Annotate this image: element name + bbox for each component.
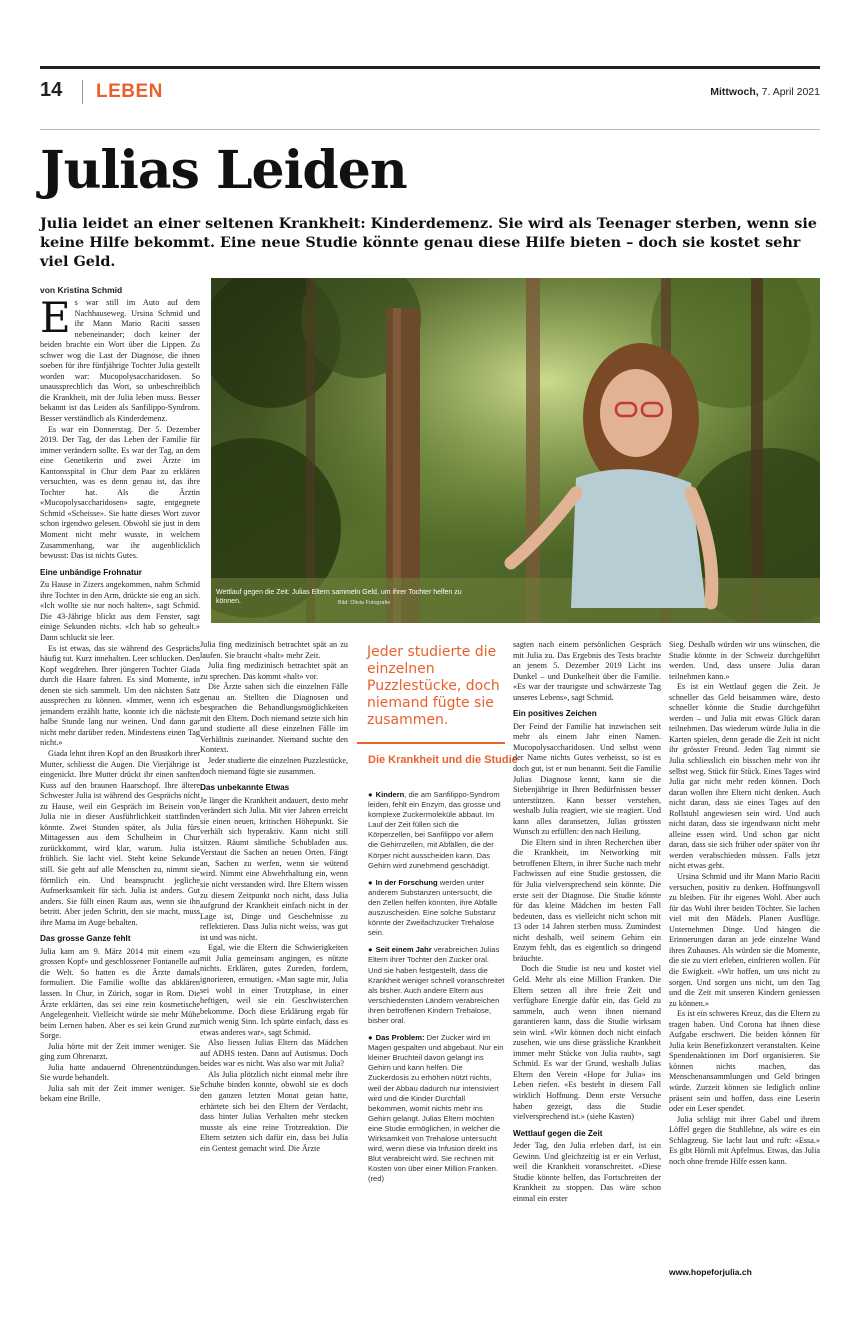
- paragraph: Doch die Studie ist neu und kostet viel Geld. Mehr als eine Million Franken. Die Eltern setzen all ihre freie Zeit und verfügbare Energie dafür ein, das Geld zu sammeln, auch wenn ihnen niemand garantieren kann, dass die Studie wirksam sein wird. «Wir können doch nicht einfach zusehen, wie uns diese grässliche Krankheit immer mehr Stücke von Julia raubt», sagt Schmid. Es war der Grund, weshalb Julias Eltern den Verein «Hope for Julia» ins Leben riefen. «Es besteht in diesem Fall wirklich Hoffnung. Denn erste Versuche haben gezeigt, dass die Studie vielversprechend ist.» (siehe Kasten): [513, 964, 661, 1122]
- paragraph: Es war ein Donnerstag. Der 5. Dezember 2019. Der Tag, der das Leben der Familie für immer verändern sollte. Es war der Tag, an dem eine Genetikerin und zwei Ärzte im Kantonsspital in Chur dem Paar zu erklären versuchten, was es denn genau ist, das ihre Tochter hat. Als die Ärztin «Mucopolysaccharidosen» sagte, entgegnete Schmid «Scheisse». Sie hatte dieses Wort zuvor schon irgendwo gelesen. Obwohl sie just in dem Moment nicht mehr wusste, in welchem Zusammenhang, war ihr augenblicklich bewusst: Das ist nichts Gutes.: [40, 424, 200, 561]
- section-separator: [82, 80, 83, 104]
- paragraph: Julia fing medizinisch betrachtet spät an zu laufen. Sie braucht «halt» mehr Zeit.: [200, 640, 348, 660]
- page-number: 14: [40, 79, 63, 101]
- section-label: LEBEN: [96, 81, 163, 102]
- paragraph: Der Feind der Familie hat inzwischen seit mehr als einem Jahr einen Namen. Mucopolysaccharidosen. Und selbst wenn der Name nichts Gutes verheisst, so ist es doch gut, ist er nun benannt. Seit die Familie Julias Diagnose kennt, kann sie die Siebenjährige in Ihren Bedürfnissen besser unterstützen. Kann besser verstehen, weshalb Julia reagiert, wie sie reagiert. Und kann alles daransetzen, Julias grössten Wunsch zu erfüllen: den nach Heilung.: [513, 721, 661, 837]
- article-column-5: [669, 640, 820, 1285]
- info-box-bullet: ● Das Problem:: [368, 1033, 425, 1042]
- article-column-4: [513, 640, 661, 1285]
- article-photo: [211, 278, 820, 623]
- photo-credit: Bild: Olivia Fotografie: [338, 600, 391, 606]
- subheading: Ein positives Zeichen: [513, 709, 597, 719]
- subheading: Das grosse Ganze fehlt: [40, 934, 131, 944]
- paragraph: Jeder Tag, den Julia erleben darf, ist ein Gewinn. Und gleichzeitig ist er ein Verlust, weil die Krankheit voranschreitet. «Diese Studie könnte helfen, das Fortschreiten der Krankheit zu stoppen. Das wäre schon einmal ein erster: [513, 1141, 661, 1203]
- paragraph: Ursina Schmid und ihr Mann Mario Raciti versuchen, positiv zu denken. Hoffnungsvoll zu bleiben. Für ihr eigenes Wohl. Aber auch für das Wohl ihrer beiden Töchter. Sie lachen viel mit den Mädels. Planen Ausflüge. Unternehmen Dinge. Und hängen die Erinnerungen daran an jede einzelne Wand ihres Zuhauses. Als würden sie die Momente, die sie zu viert erleben, einfrieren wollen. Für die Ewigkeit. «Wir hoffen, um uns nicht zu sorgen. Und sorgen uns nicht, um den Tag und die Zeit mit unseren Kindern geniessen zu können.»: [669, 872, 820, 1008]
- masthead-rule: [40, 66, 820, 69]
- paragraph: sagten nach einem persönlichen Gespräch mit Julia zu. Das Ergebnis des Tests brachte an jenem 5. Dezember 2019 Licht ins Dunkel – und Dunkelheit über die Familie. «Es war der traurigste und schwärzeste Tag unseres Lebens», sagt Schmid.: [513, 640, 661, 702]
- website-link[interactable]: www.hopeforjulia.ch: [669, 1267, 752, 1277]
- issue-weekday: Mittwoch,: [710, 86, 759, 98]
- paragraph: Es ist etwas, das sie während des Gesprächs häufig tut. Kurz innehalten. Leer schlucken. Den Kopf wegdrehen. Ihrer jüngeren Tochter Giada durch die Haare fahren. Es sind Momente, in denen sie sich sammelt. Um den nächsten Satz aussprechen zu können. «Immer, wenn ich es jemandem erzählt hatte, konnte ich die nächste halbe Stunde lang nur weinen. Und dann gar nicht mehr darüber reden. Mindestens einen Tag nicht.»: [40, 643, 200, 748]
- article-column-2: [200, 640, 348, 1285]
- info-box-item: [368, 790, 505, 871]
- pull-quote: Jeder studierte die einzelnen Puzzlestücke, doch niemand fügte sie zusammen.: [367, 644, 500, 728]
- paragraph: Es ist ein Wettlauf gegen die Zeit. Je schneller das Geld beisammen wäre, desto schneller könnte die Studie durchgeführt werden – und Julia mit etwas Glück daran teilnehmen. Das wiederum würde Julia in die Karten spielen, denn gerade die Zeit ist nicht ihr grösster Freund. Jeden Tag nimmt sie Julia schliesslich ein bisschen mehr von ihr selbst weg. Stück für Stück. Eines Tages wird Julia gar nicht mehr reden können. Doch daran wollen ihre Eltern nicht denken. Auch nicht daran, dass sie eines Tages auf den Rollstuhl angewiesen sein wird. Und auch nicht daran, dass sie irgendwann nicht mehr alleine essen wird. Und schon gar nicht daran, dass sie sich früher oder später von ihr werden verabschieden müssen. Falls jetzt nicht etwas geht.: [669, 682, 820, 871]
- paragraph: Sieg. Deshalb würden wir uns wünschen, die Studie könnte in der Schweiz durchgeführt werden. Und, dass unsere Julia daran teilnehmen kann.»: [669, 640, 820, 681]
- issue-date-text: 7. April 2021: [761, 86, 820, 98]
- opening-paragraph: [40, 298, 200, 425]
- subheading: Wettlauf gegen die Zeit: [513, 1128, 603, 1138]
- info-box-text: verabreichen Julias Eltern ihrer Tochter den Zucker oral. Und sie haben festgestellt, dass die Krankheit weniger schnell voranschreitet als bisher. Auch andere Eltern aus verschiedensten Ländern verabreichen ihren betroffenen Kindern Trehalose, bisher oral.: [368, 945, 505, 1025]
- lead-paragraph: Julia leidet an einer seltenen Krankheit: Kinderdemenz. Sie wird als Teenager sterben, wenn sie keine Hilfe bekommt. Eine neue Studie könnte genau diese Hilfe bieten – doch sie kostet sehr viel Geld.: [40, 215, 817, 270]
- paragraph: Je länger die Krankheit andauert, desto mehr verändert sich Julia. Mit vier Jahren erreicht sie einen neuen, kritischen Höhepunkt. Sie verhält sich hyperaktiv. Kann nicht still sitzen. Räumt sämtliche Schubladen aus. Verstaut die Sachen an neuen Orten. Fängt an, Sachen zu werfen, wenn sie wütend wird. Nimmt eine Abwehrhaltung ein, wenn sie nicht verstanden wird. Ihre Eltern wissen zu diesem Zeitpunkt noch nicht, dass Julia aufgrund der Krankheit einfach nicht in der Lage ist, Dinge und Geschehnisse zu reflektieren. Dass Julia nicht weiss, was gut ist und was nicht.: [200, 795, 348, 942]
- paragraph: Egal, wie die Eltern die Schwierigkeiten mit Julia gemeinsam angingen, es nützte nichts. Erklären, gutes Zureden, fordern, ignorieren, ermutigen. «Man sagte mir, Julia sei wohl in einer Trotzphase, in einer heftigen, weil sie ein Geschwisterchen bekomme. Doch diese Erklärung ergab für mich wenig Sinn. Ich spürte einfach, dass es etwas anderes war», sagt Schmid.: [200, 943, 348, 1037]
- info-box-rule: [357, 742, 505, 744]
- paragraph: Jeder studierte die einzelnen Puzzlestücke, doch niemand fügte sie zusammen.: [200, 756, 348, 776]
- paragraph: Julia kam am 9. März 2014 mit einem «zu grossen Kopf» und geschlossener Fontanelle auf die Welt. So hatten es die Ärzte damals formuliert. Die Familie wollte das abklären lassen. In Chur, in Zürich, sogar in Rom. Die Ärzte erklärten, das sei eine rein kosmetische Angelegenheit. Vielleicht würde sie mehr Mühe beim Lernen haben. Aber es sei kein Grund zur Sorge.: [40, 946, 200, 1041]
- paragraph: Die Eltern sind in ihren Recherchen über die Krankheit, im Networking mit betroffenen Eltern, in ihrer Suche nach mehr Fachwissen auf eine Studie gestossen, die für Julia vielversprechend sein könnte. Die erste seit der Diagnose. Die Studie könnte für das kleine Mädchen im besten Fall bedeuten, dass es vielleicht nicht schon mit 13 oder 14 Jahren sterben muss. Zumindest nicht deshalb, weil seinem Gehirn ein Enzym fehlt, das es eigentlich so dringend bräuchte.: [513, 837, 661, 963]
- headline: Julias Leiden: [40, 140, 407, 201]
- info-box-item: [368, 1033, 505, 1184]
- photo-caption: Wettlauf gegen die Zeit: Julias Eltern sammeln Geld, um ihrer Tochter helfen zu können.: [216, 589, 462, 605]
- info-box-item: [368, 945, 505, 1026]
- info-box: [368, 790, 505, 1285]
- paragraph: Als Julia plötzlich nicht einmal mehr ihre Schuhe binden konnte, obwohl sie es doch den ganzen letzten Monat getan hatte, erhärtete sich bei den Eltern der Verdacht, dass hinter Julias Verhalten mehr stecken musste als eine reine Trotzreaktion. Die Eltern setzten sich dafür ein, dass bei Julia ein Gentest gemacht wird. Die Ärzte: [200, 1069, 348, 1153]
- forest-photo-illustration: [211, 278, 820, 623]
- info-box-item: [368, 878, 505, 939]
- issue-date: [710, 86, 820, 98]
- author-byline: von Kristina Schmid: [40, 285, 123, 295]
- paragraph: Es ist ein schweres Kreuz, das die Eltern zu tragen haben. Und Corona hat ihnen diese Aufgabe erschwert. Die beiden können für Julia kein Benefizkonzert veranstalten. Keine Spendenaktionen im Dorf organisieren. Sie können nichts machen, das Menschenansammlungen und Geld bringen würde. Zurzeit können sie lediglich online präsent sein und hoffen, dass eine Leserin oder ein Leser spendet.: [669, 1009, 820, 1114]
- paragraph: Julia schlägt mit ihrer Gabel und ihrem Löffel gegen die Stuhllehne, als wäre es ein Schlagzeug. Sie lacht laut und ruft: «Essa.» Es gibt Hörnli mit Apfelmus. Etwas, das Julia noch ohne fremde Hilfe essen kann.: [669, 1114, 820, 1166]
- paragraph: Giada lehnt ihren Kopf an den Brustkorb ihrer Mutter, schliesst die Augen. Die Vierjährige ist eingenickt. Ihre Mutter drückt ihr einen sanften Kuss auf den braunen Haarschopf. Ihre ältere Schwester Julia ist während des Gesprächs nicht zu Hause, weil ein Gespräch im Beisein von Julia nie in dieser Ausführlichkeit stattfinden könnte. Zwei Stunden später, als Julia fürs Mittagessen aus dem Schulheim in Chur zurückkommt, wird klar, warum. Julia ist fröhlich. Sie lacht viel. Steht keine Sekunde still. Sie geht auf alle Menschen zu, nimmt sie förmlich ein. Und beansprucht jegliche Aufmerksamkeit für sich. Julia ist anders. Gut anders. Sie füllt einen Raum aus, wenn sie ihn betritt. Aber jeden Schritt, den sie macht, muss ihre Mama im Auge behalten.: [40, 748, 200, 927]
- article-column-1: [40, 298, 200, 1283]
- drop-cap: E: [40, 298, 71, 342]
- info-box-bullet: ● Seit einem Jahr: [368, 945, 432, 954]
- info-box-bullet: ● Kindern: [368, 790, 404, 799]
- info-box-text: Der Zucker wird im Magen gespalten und abgebaut. Nur ein kleiner Bruchteil davon gelangt ins Gehirn und kann helfen. Die Zuckerdosis zu erhöhen nützt nichts, weil der Abbau dadurch nur intensiviert wird und die Kinder Durchfall bekommen, womit nichts mehr ins Gehirn gelangt. Julias Eltern möchten eine Studie ermöglichen, in welcher die Wirksamkeit von Trehalose untersucht wird, wenn diese via Infusion direkt ins Blut verabreicht wird. Sie rechnen mit Kosten von über einer Million Franken. (red): [368, 1033, 504, 1184]
- info-box-title: Die Krankheit und die Studie: [368, 754, 518, 766]
- subheading: Das unbekannte Etwas: [200, 783, 290, 793]
- paragraph: Die Ärzte sahen sich die einzelnen Fälle genau an. Stellten die Diagnosen und besprachen die Behandlungsmöglichkeiten mit den Eltern. Doch niemand setzte sich hin und studierte all diese einzelnen Fälle im Verhältnis zueinander. Niemand suchte den Kontext.: [200, 682, 348, 755]
- paragraph: Julia hatte andauernd Ohrenentzündungen. Sie wurde behandelt.: [40, 1062, 200, 1083]
- paragraph-text: s war still im Auto auf dem Nachhauseweg. Ursina Schmid und ihr Mann Mario Raciti sassen nebeneinander; doch keiner der beiden brachte ein Wort über die Lippen. Zu schwer wog die Last der Diagnose, die ihnen soeben für ihre fünfjährige Tochter Julia gestellt worden war: Mucopolysaccharidosen. So unaussprechlich das Wort, so unbeschreiblich die Krankheit, mit der Julia leben muss. Besser bekannt ist das Leiden als Sanfilippo-Syndrom. Besser verständlich als Kinderdemenz.: [40, 298, 200, 424]
- paragraph: Zu Hause in Zizers angekommen, nahm Schmid ihre Tochter in den Arm, drückte sie eng an sich. «Ich wollte sie nur noch halten», sagt Schmid. Die 43-Jährige blickt aus dem Fenster, sagt einige Sekunden nichts. «Ich hab so geheult.» Dann schluckt sie leer.: [40, 580, 200, 642]
- paragraph: Julia fing medizinisch betrachtet spät an zu sprechen. Das kommt «halt» vor.: [200, 661, 348, 681]
- paragraph: Julia sah mit der Zeit immer weniger. Sie bekam eine Brille.: [40, 1083, 200, 1104]
- header-rule: [40, 129, 820, 130]
- paragraph: Also liessen Julias Eltern das Mädchen auf ADHS testen. Dann auf Autismus. Doch beides war es nicht. Was also war mit Julia?: [200, 1038, 348, 1069]
- info-box-bullet: ● In der Forschung: [368, 878, 438, 887]
- info-box-text: , die am Sanfilippo-Syndrom leiden, fehlt ein Enzym, das grosse und komplexe Zuckermoleküle abbaut. Im Lauf der Zeit füllen sich die Körperzellen, bei Sanfilippo vor allem die Gehirnzellen, mit Abfällen, die der Körper nicht ausscheiden kann. Das Gehirn wird zunehmend geschädigt.: [368, 790, 501, 870]
- subheading: Eine unbändige Frohnatur: [40, 567, 142, 577]
- paragraph: Julia hörte mit der Zeit immer weniger. Sie ging zum Ohrenarzt.: [40, 1041, 200, 1062]
- info-box-text: werden unter anderem Substanzen untersucht, die den Zellen helfen könnten, ihre Abfälle auszuscheiden. Eine solche Substanz könnte der Zweifachzucker Trehalose sein.: [368, 877, 498, 938]
